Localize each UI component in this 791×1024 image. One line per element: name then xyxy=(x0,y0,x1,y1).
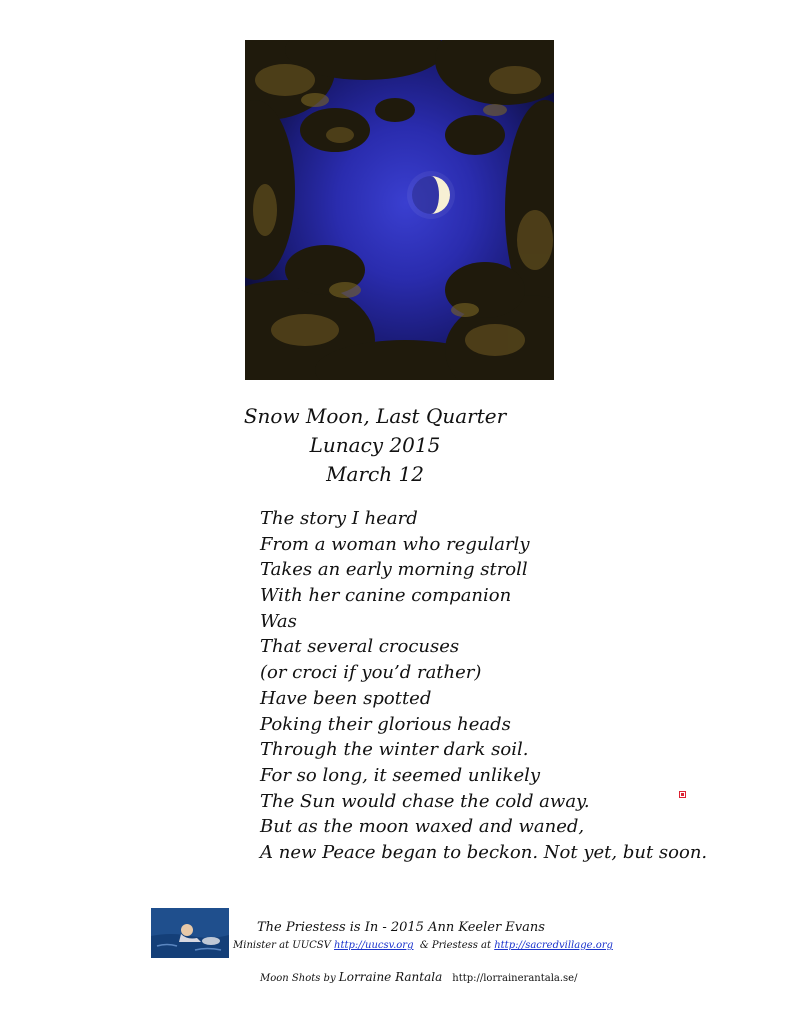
small-red-box-icon[interactable] xyxy=(679,791,686,798)
poem-heading xyxy=(230,402,520,489)
credits-label: Moon Shots by xyxy=(260,973,339,984)
poem-line: A new Peace began to beckon. Not yet, but soon. xyxy=(260,841,708,863)
poem-line: With her canine companion xyxy=(260,585,512,607)
minister-label: Minister at UUCSV xyxy=(233,940,335,951)
poem-line: Poking their glorious heads xyxy=(260,713,511,735)
poem-subtitle: Lunacy 2015 xyxy=(309,433,441,457)
footer-affiliations xyxy=(233,940,613,951)
poem-line: (or croci if you’d rather) xyxy=(260,662,482,684)
moon-photo xyxy=(245,40,554,380)
uucsv-link[interactable]: http://uucsv.org xyxy=(334,940,414,951)
poem-line: Through the winter dark soil. xyxy=(260,739,529,761)
poem-line: The Sun would chase the cold away. xyxy=(260,790,590,812)
photographer-url: http://lorrainerantala.se/ xyxy=(452,973,578,984)
poem-title: Snow Moon, Last Quarter xyxy=(243,404,507,428)
sacred-village-link[interactable]: http://sacredvillage.org xyxy=(494,940,613,951)
poem-line: The story I heard xyxy=(260,508,418,529)
poem-line: For so long, it seemed unlikely xyxy=(260,764,541,786)
priestess-label: & Priestess at xyxy=(413,940,495,951)
poem-line: But as the moon waxed and waned, xyxy=(260,816,585,838)
moon-photo-art xyxy=(245,40,554,380)
person-swimming-icon xyxy=(151,908,229,958)
poem-body xyxy=(260,506,707,866)
footer-title: The Priestess is In - 2015 Ann Keeler Evans xyxy=(257,920,545,935)
poem-line: Was xyxy=(260,610,297,632)
poem-date: March 12 xyxy=(326,462,424,486)
photo-credits xyxy=(260,970,577,984)
photographer-name: Lorraine Rantala xyxy=(338,970,443,984)
poem-line: That several crocuses xyxy=(260,636,460,658)
half-moon-icon xyxy=(407,171,455,219)
poem-line: Have been spotted xyxy=(260,687,432,709)
poem-line: Takes an early morning stroll xyxy=(260,559,528,581)
swimmer-photo xyxy=(151,908,229,958)
poem-line: From a woman who regularly xyxy=(260,533,530,555)
